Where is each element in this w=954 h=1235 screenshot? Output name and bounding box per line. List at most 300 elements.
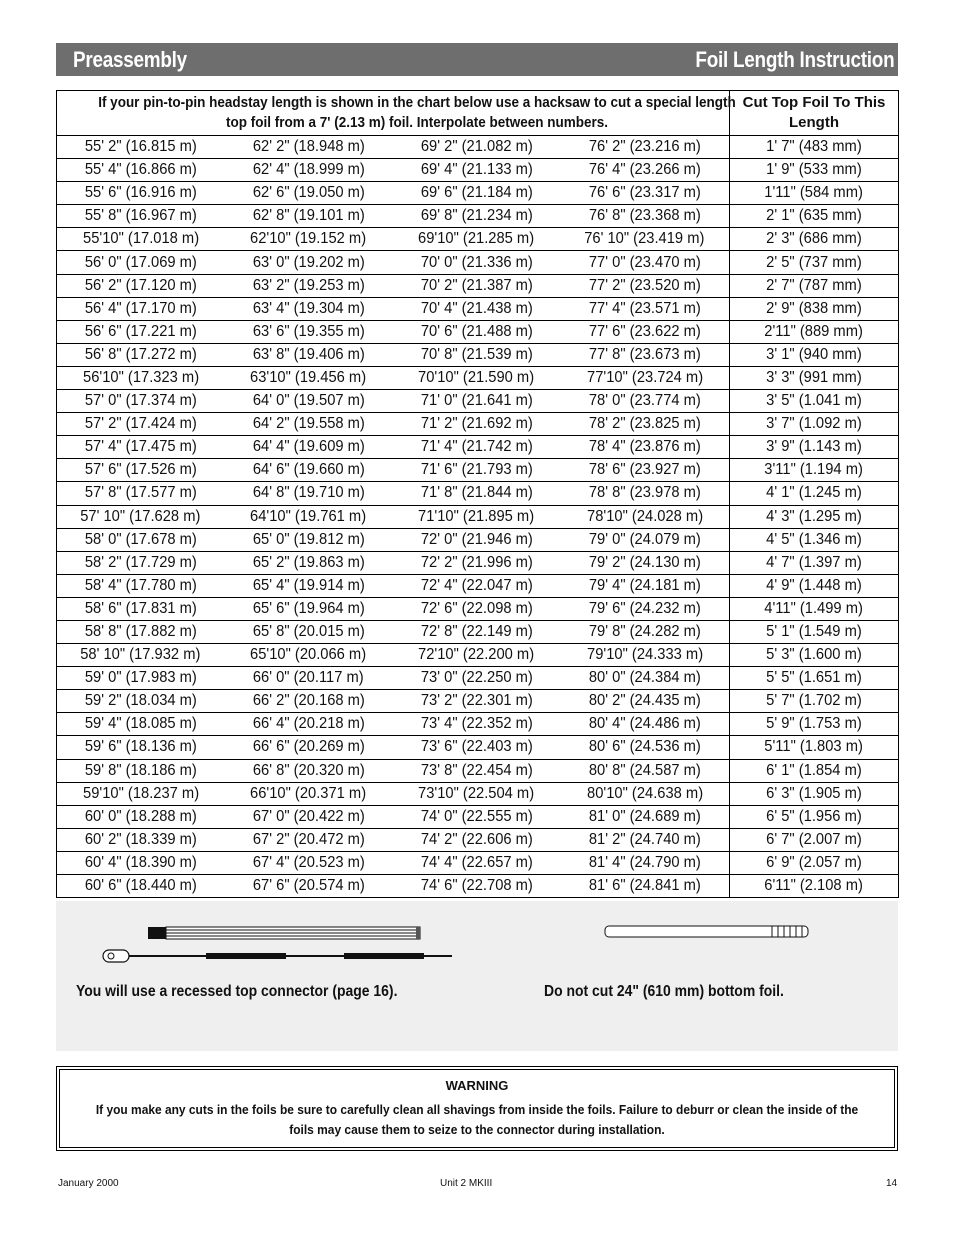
headstay-length-cell	[561, 297, 730, 320]
headstay-length-cell	[561, 482, 730, 505]
headstay-length-cell	[225, 875, 393, 898]
headstay-length-cell	[225, 228, 393, 251]
cut-length-cell	[730, 159, 899, 182]
headstay-length-cell	[225, 782, 393, 805]
cell-text: 73' 8" (22.454 m)	[420, 761, 533, 779]
headstay-length-cell	[393, 597, 561, 620]
cut-length-cell	[730, 851, 899, 874]
cell-text: 70' 6" (21.488 m)	[420, 322, 533, 340]
cell-text: 58' 6" (17.831 m)	[84, 599, 197, 617]
headstay-length-cell	[393, 828, 561, 851]
table-row	[57, 366, 899, 389]
cell-text: 77' 4" (23.571 m)	[588, 299, 701, 317]
headstay-length-cell	[57, 759, 225, 782]
cell-text: 55' 8" (16.967 m)	[84, 207, 197, 225]
cell-text: 81' 6" (24.841 m)	[588, 877, 701, 895]
headstay-length-cell	[561, 390, 730, 413]
cell-text: 76' 4" (23.266 m)	[588, 161, 701, 179]
cell-text: 59' 6" (18.136 m)	[84, 738, 197, 756]
cut-length-cell	[730, 620, 899, 643]
cell-text: 4' 5" (1.346 m)	[766, 530, 862, 548]
headstay-length-cell	[57, 875, 225, 898]
cell-text: 57' 6" (17.526 m)	[84, 461, 197, 479]
cell-text: 67' 4" (20.523 m)	[252, 853, 365, 871]
cell-text: 65' 6" (19.964 m)	[252, 599, 365, 617]
cell-text: 58' 10" (17.932 m)	[80, 646, 201, 664]
cell-text: 3' 3" (991 mm)	[766, 368, 862, 386]
cell-text: 2' 3" (686 mm)	[766, 230, 862, 248]
table-row	[57, 436, 899, 459]
warning-title: WARNING	[445, 1078, 509, 1093]
cell-text: 66' 2" (20.168 m)	[252, 692, 365, 710]
cell-text: 64' 6" (19.660 m)	[252, 461, 365, 479]
table-row	[57, 597, 899, 620]
cell-text: 55' 2" (16.815 m)	[84, 138, 197, 156]
headstay-length-cell	[225, 297, 393, 320]
cell-text: 74' 6" (22.708 m)	[420, 877, 533, 895]
table-row	[57, 459, 899, 482]
headstay-length-cell	[561, 505, 730, 528]
headstay-length-cell	[393, 782, 561, 805]
cut-length-cell	[730, 436, 899, 459]
table-row	[57, 528, 899, 551]
headstay-length-cell	[393, 713, 561, 736]
cell-text: 80' 2" (24.435 m)	[588, 692, 701, 710]
table-row	[57, 251, 899, 274]
bottom-foil-caption: Do not cut 24" (610 mm) bottom foil.	[544, 983, 784, 1000]
cell-text: 59'10" (18.237 m)	[82, 784, 199, 802]
cell-text: 69' 8" (21.234 m)	[420, 207, 533, 225]
cell-text: 66' 0" (20.117 m)	[253, 669, 364, 687]
cell-text: 57' 0" (17.374 m)	[84, 392, 197, 410]
table-row	[57, 551, 899, 574]
table-row	[57, 159, 899, 182]
cell-text: 60' 6" (18.440 m)	[84, 877, 197, 895]
cut-length-cell	[730, 551, 899, 574]
headstay-length-cell	[225, 159, 393, 182]
cell-text: 56' 4" (17.170 m)	[84, 299, 197, 317]
cell-text: 77'10" (23.724 m)	[586, 368, 703, 386]
cell-text: 4' 9" (1.448 m)	[766, 576, 862, 594]
cut-length-cell	[730, 597, 899, 620]
cut-length-cell	[730, 644, 899, 667]
cell-text: 70' 4" (21.438 m)	[420, 299, 533, 317]
table-row	[57, 297, 899, 320]
headstay-length-cell	[225, 805, 393, 828]
headstay-length-cell	[561, 343, 730, 366]
headstay-length-cell	[225, 851, 393, 874]
cell-text: 76' 8" (23.368 m)	[588, 207, 701, 225]
cell-text: 69' 6" (21.184 m)	[420, 184, 533, 202]
cut-length-cell	[730, 713, 899, 736]
headstay-length-cell	[561, 159, 730, 182]
cell-text: 73'10" (22.504 m)	[418, 784, 535, 802]
cell-text: 71' 0" (21.641 m)	[420, 392, 533, 410]
cell-text: 60' 2" (18.339 m)	[84, 830, 197, 848]
headstay-length-cell	[57, 620, 225, 643]
headstay-length-cell	[57, 644, 225, 667]
cell-text: 56' 0" (17.069 m)	[84, 253, 197, 271]
bottom-foil-icon	[605, 926, 808, 937]
cell-text: 64' 8" (19.710 m)	[252, 484, 365, 502]
table-row	[57, 782, 899, 805]
cell-text: 72' 6" (22.098 m)	[420, 599, 533, 617]
cell-text: 66'10" (20.371 m)	[250, 784, 367, 802]
cell-text: 78' 6" (23.927 m)	[588, 461, 701, 479]
cell-text: 56' 6" (17.221 m)	[84, 322, 197, 340]
headstay-length-cell	[393, 205, 561, 228]
cell-text: 62'10" (19.152 m)	[250, 230, 367, 248]
headstay-length-cell	[225, 828, 393, 851]
headstay-length-cell	[561, 182, 730, 205]
headstay-length-cell	[57, 413, 225, 436]
cell-text: 70'10" (21.590 m)	[418, 368, 535, 386]
cell-text: 66' 4" (20.218 m)	[252, 715, 365, 733]
headstay-length-cell	[393, 805, 561, 828]
cell-text: 1' 9" (533 mm)	[766, 161, 862, 179]
headstay-length-cell	[57, 320, 225, 343]
cell-text: 5' 9" (1.753 m)	[766, 715, 862, 733]
cell-text: 79' 2" (24.130 m)	[588, 553, 701, 571]
cell-text: 79' 8" (24.282 m)	[588, 623, 701, 641]
table-row	[57, 228, 899, 251]
cell-text: 55' 4" (16.866 m)	[84, 161, 197, 179]
section-title: Preassembly	[73, 47, 187, 72]
cut-length-cell	[730, 251, 899, 274]
headstay-length-cell	[561, 228, 730, 251]
table-row	[57, 644, 899, 667]
cut-length-cell	[730, 390, 899, 413]
headstay-length-cell	[393, 343, 561, 366]
headstay-length-cell	[561, 528, 730, 551]
headstay-length-cell	[225, 274, 393, 297]
section-banner	[56, 43, 898, 76]
headstay-length-cell	[57, 159, 225, 182]
headstay-length-cell	[57, 251, 225, 274]
headstay-length-cell	[393, 574, 561, 597]
cell-text: 5'11" (1.803 m)	[764, 738, 864, 756]
cell-text: 6' 3" (1.905 m)	[766, 784, 862, 802]
cut-length-cell	[730, 366, 899, 389]
headstay-length-cell	[225, 251, 393, 274]
cell-text: 79'10" (24.333 m)	[586, 646, 703, 664]
cell-text: 79' 6" (24.232 m)	[588, 599, 701, 617]
cell-text: 65'10" (20.066 m)	[250, 646, 367, 664]
headstay-length-cell	[393, 505, 561, 528]
cell-text: 55'10" (17.018 m)	[82, 230, 199, 248]
cell-text: 5' 7" (1.702 m)	[766, 692, 862, 710]
cell-text: 57' 4" (17.475 m)	[84, 438, 197, 456]
cell-text: 59' 4" (18.085 m)	[84, 715, 197, 733]
cell-text: 58' 2" (17.729 m)	[84, 553, 197, 571]
table-row	[57, 182, 899, 205]
cell-text: 69'10" (21.285 m)	[418, 230, 535, 248]
warning-inner	[59, 1069, 895, 1148]
cell-text: 62' 2" (18.948 m)	[252, 138, 365, 156]
table-row	[57, 805, 899, 828]
table-row	[57, 667, 899, 690]
cut-length-cell	[730, 528, 899, 551]
headstay-length-cell	[57, 390, 225, 413]
cut-length-cell	[730, 505, 899, 528]
cell-text: 6' 7" (2.007 m)	[766, 830, 862, 848]
headstay-length-cell	[225, 182, 393, 205]
cut-length-cell	[730, 782, 899, 805]
top-connector-caption: You will use a recessed top connector (page 16).	[76, 983, 398, 1000]
foil-illustrations	[56, 901, 898, 1051]
headstay-length-cell	[393, 551, 561, 574]
cell-text: 2' 9" (838 mm)	[766, 299, 862, 317]
illustration-panel	[56, 901, 898, 1051]
cut-length-header: Cut Top Foil To This Length	[730, 91, 899, 136]
headstay-length-cell	[225, 667, 393, 690]
cell-text: 78'10" (24.028 m)	[586, 507, 703, 525]
cell-text: 69' 2" (21.082 m)	[420, 138, 533, 156]
cell-text: 78' 4" (23.876 m)	[588, 438, 701, 456]
instruction-text: If your pin-to-pin headstay length is shown in the chart below use a hacksaw to cut a special length top foil from a 7' (2.13 m) foil. Interpolate between numbers.	[98, 94, 736, 131]
headstay-length-cell	[561, 713, 730, 736]
headstay-length-cell	[57, 713, 225, 736]
cell-text: 3' 9" (1.143 m)	[766, 438, 862, 456]
top-foil-icon	[148, 927, 420, 939]
instruction-header	[57, 91, 736, 136]
headstay-length-cell	[393, 436, 561, 459]
headstay-length-cell	[393, 136, 561, 159]
cell-text: 80' 8" (24.587 m)	[588, 761, 701, 779]
cut-length-cell	[730, 297, 899, 320]
cell-text: 4'11" (1.499 m)	[764, 599, 864, 617]
headstay-length-cell	[57, 736, 225, 759]
cell-text: 72' 4" (22.047 m)	[420, 576, 533, 594]
headstay-length-cell	[393, 182, 561, 205]
headstay-length-cell	[225, 320, 393, 343]
cell-text: 60' 4" (18.390 m)	[84, 853, 197, 871]
headstay-wire-icon	[103, 950, 452, 962]
headstay-length-cell	[225, 713, 393, 736]
cell-text: 74' 2" (22.606 m)	[420, 830, 533, 848]
cell-text: 58' 8" (17.882 m)	[84, 623, 197, 641]
cell-text: 66' 6" (20.269 m)	[252, 738, 365, 756]
headstay-length-cell	[561, 597, 730, 620]
cell-text: 6' 5" (1.956 m)	[766, 807, 862, 825]
cut-length-cell	[730, 482, 899, 505]
cell-text: 63' 0" (19.202 m)	[252, 253, 365, 271]
table-row	[57, 620, 899, 643]
headstay-length-cell	[57, 551, 225, 574]
cell-text: 4' 3" (1.295 m)	[766, 507, 862, 525]
cell-text: 71' 6" (21.793 m)	[420, 461, 533, 479]
cell-text: 65' 8" (20.015 m)	[252, 623, 365, 641]
cut-length-cell	[730, 759, 899, 782]
headstay-length-cell	[57, 136, 225, 159]
headstay-length-cell	[561, 736, 730, 759]
cell-text: 72' 8" (22.149 m)	[420, 623, 533, 641]
headstay-length-cell	[561, 805, 730, 828]
headstay-length-cell	[225, 620, 393, 643]
cell-text: 80'10" (24.638 m)	[586, 784, 703, 802]
cell-text: 73' 6" (22.403 m)	[420, 738, 533, 756]
table-row	[57, 274, 899, 297]
cell-text: 74' 0" (22.555 m)	[420, 807, 533, 825]
footer-unit: Unit 2 MKIII	[440, 1178, 493, 1189]
headstay-length-cell	[561, 413, 730, 436]
headstay-length-cell	[225, 551, 393, 574]
headstay-length-cell	[561, 551, 730, 574]
headstay-length-cell	[561, 644, 730, 667]
table-row	[57, 759, 899, 782]
headstay-length-cell	[57, 690, 225, 713]
table-row	[57, 390, 899, 413]
headstay-length-cell	[561, 436, 730, 459]
headstay-length-cell	[393, 644, 561, 667]
cell-text: 71' 8" (21.844 m)	[420, 484, 533, 502]
cell-text: 63' 4" (19.304 m)	[252, 299, 365, 317]
cell-text: 62' 6" (19.050 m)	[252, 184, 365, 202]
cut-length-cell	[730, 228, 899, 251]
table-row	[57, 505, 899, 528]
cell-text: 64' 2" (19.558 m)	[252, 415, 365, 433]
headstay-length-cell	[225, 690, 393, 713]
cell-text: 2' 5" (737 mm)	[766, 253, 862, 271]
headstay-length-cell	[57, 574, 225, 597]
cell-text: 62' 8" (19.101 m)	[252, 207, 365, 225]
cell-text: 6' 9" (2.057 m)	[766, 853, 862, 871]
cut-length-cell	[730, 205, 899, 228]
cell-text: 66' 8" (20.320 m)	[252, 761, 365, 779]
headstay-length-cell	[561, 205, 730, 228]
headstay-length-cell	[393, 228, 561, 251]
headstay-length-cell	[393, 366, 561, 389]
headstay-length-cell	[57, 805, 225, 828]
cell-text: 64'10" (19.761 m)	[250, 507, 367, 525]
table-row	[57, 875, 899, 898]
headstay-length-cell	[225, 644, 393, 667]
cut-length-cell	[730, 574, 899, 597]
cell-text: 60' 0" (18.288 m)	[84, 807, 197, 825]
cell-text: 71' 4" (21.742 m)	[420, 438, 533, 456]
table-row	[57, 136, 899, 159]
headstay-length-cell	[393, 528, 561, 551]
cut-length-cell	[730, 875, 899, 898]
table-row	[57, 343, 899, 366]
headstay-length-cell	[57, 528, 225, 551]
cell-text: 78' 0" (23.774 m)	[588, 392, 701, 410]
headstay-length-cell	[393, 459, 561, 482]
table-row	[57, 690, 899, 713]
cell-text: 73' 4" (22.352 m)	[420, 715, 533, 733]
table-row	[57, 828, 899, 851]
table-body	[57, 136, 899, 898]
table-row	[57, 320, 899, 343]
headstay-length-cell	[225, 574, 393, 597]
cell-text: 59' 2" (18.034 m)	[84, 692, 197, 710]
headstay-length-cell	[225, 459, 393, 482]
headstay-length-cell	[225, 528, 393, 551]
table-row	[57, 574, 899, 597]
cell-text: 64' 0" (19.507 m)	[252, 392, 365, 410]
cell-text: 64' 4" (19.609 m)	[252, 438, 365, 456]
cell-text: 80' 0" (24.384 m)	[588, 669, 701, 687]
cell-text: 81' 2" (24.740 m)	[588, 830, 701, 848]
cell-text: 67' 0" (20.422 m)	[252, 807, 365, 825]
cut-length-cell	[730, 828, 899, 851]
headstay-length-cell	[57, 482, 225, 505]
cell-text: 78' 8" (23.978 m)	[588, 484, 701, 502]
headstay-length-cell	[57, 667, 225, 690]
headstay-length-cell	[393, 759, 561, 782]
cell-text: 5' 5" (1.651 m)	[766, 669, 862, 687]
cut-length-cell	[730, 667, 899, 690]
warning-box	[56, 1066, 898, 1151]
headstay-length-cell	[225, 205, 393, 228]
cell-text: 59' 0" (17.983 m)	[84, 669, 197, 687]
cell-text: 63'10" (19.456 m)	[250, 368, 367, 386]
headstay-length-cell	[57, 274, 225, 297]
cell-text: 4' 7" (1.397 m)	[766, 553, 862, 571]
cell-text: 77' 6" (23.622 m)	[588, 322, 701, 340]
cell-text: 77' 8" (23.673 m)	[588, 345, 701, 363]
footer-page-number: 14	[886, 1178, 898, 1189]
headstay-length-cell	[393, 251, 561, 274]
headstay-length-cell	[57, 366, 225, 389]
cell-text: 80' 4" (24.486 m)	[588, 715, 701, 733]
headstay-length-cell	[393, 667, 561, 690]
headstay-length-cell	[393, 274, 561, 297]
headstay-length-cell	[57, 182, 225, 205]
cell-text: 63' 8" (19.406 m)	[252, 345, 365, 363]
cell-text: 56' 8" (17.272 m)	[84, 345, 197, 363]
cut-length-cell	[730, 805, 899, 828]
headstay-length-cell	[561, 274, 730, 297]
headstay-length-cell	[225, 366, 393, 389]
headstay-length-cell	[225, 482, 393, 505]
cell-text: 70' 0" (21.336 m)	[420, 253, 533, 271]
headstay-length-cell	[225, 597, 393, 620]
headstay-length-cell	[57, 459, 225, 482]
headstay-length-cell	[393, 736, 561, 759]
headstay-length-cell	[57, 828, 225, 851]
headstay-length-cell	[561, 828, 730, 851]
headstay-length-cell	[225, 390, 393, 413]
cell-text: 77' 0" (23.470 m)	[588, 253, 701, 271]
headstay-length-cell	[561, 620, 730, 643]
headstay-length-cell	[57, 782, 225, 805]
warning-body: If you make any cuts in the foils be sure to carefully clean all shavings from inside the foils. Failure to deburr or clean the inside of the foils may cause them to seize to the connector during installation.	[95, 1102, 859, 1137]
cell-text: 72' 2" (21.996 m)	[420, 553, 533, 571]
cell-text: 2' 7" (787 mm)	[766, 276, 862, 294]
cut-length-cell	[730, 459, 899, 482]
cell-text: 70' 2" (21.387 m)	[420, 276, 533, 294]
table-row	[57, 851, 899, 874]
cell-text: 3' 5" (1.041 m)	[766, 392, 862, 410]
headstay-length-cell	[57, 343, 225, 366]
cell-text: 72'10" (22.200 m)	[418, 646, 535, 664]
cell-text: 6'11" (2.108 m)	[764, 877, 864, 895]
headstay-length-cell	[561, 690, 730, 713]
cut-length-cell	[730, 274, 899, 297]
cut-length-cell	[730, 320, 899, 343]
cell-text: 3' 1" (940 mm)	[766, 345, 862, 363]
cell-text: 58' 0" (17.678 m)	[84, 530, 197, 548]
cell-text: 63' 6" (19.355 m)	[252, 322, 365, 340]
headstay-length-cell	[225, 136, 393, 159]
cell-text: 79' 0" (24.079 m)	[588, 530, 701, 548]
cell-text: 59' 8" (18.186 m)	[84, 761, 197, 779]
cell-text: 56' 2" (17.120 m)	[84, 276, 197, 294]
headstay-length-cell	[561, 459, 730, 482]
cell-text: 57' 8" (17.577 m)	[84, 484, 197, 502]
table-row	[57, 482, 899, 505]
